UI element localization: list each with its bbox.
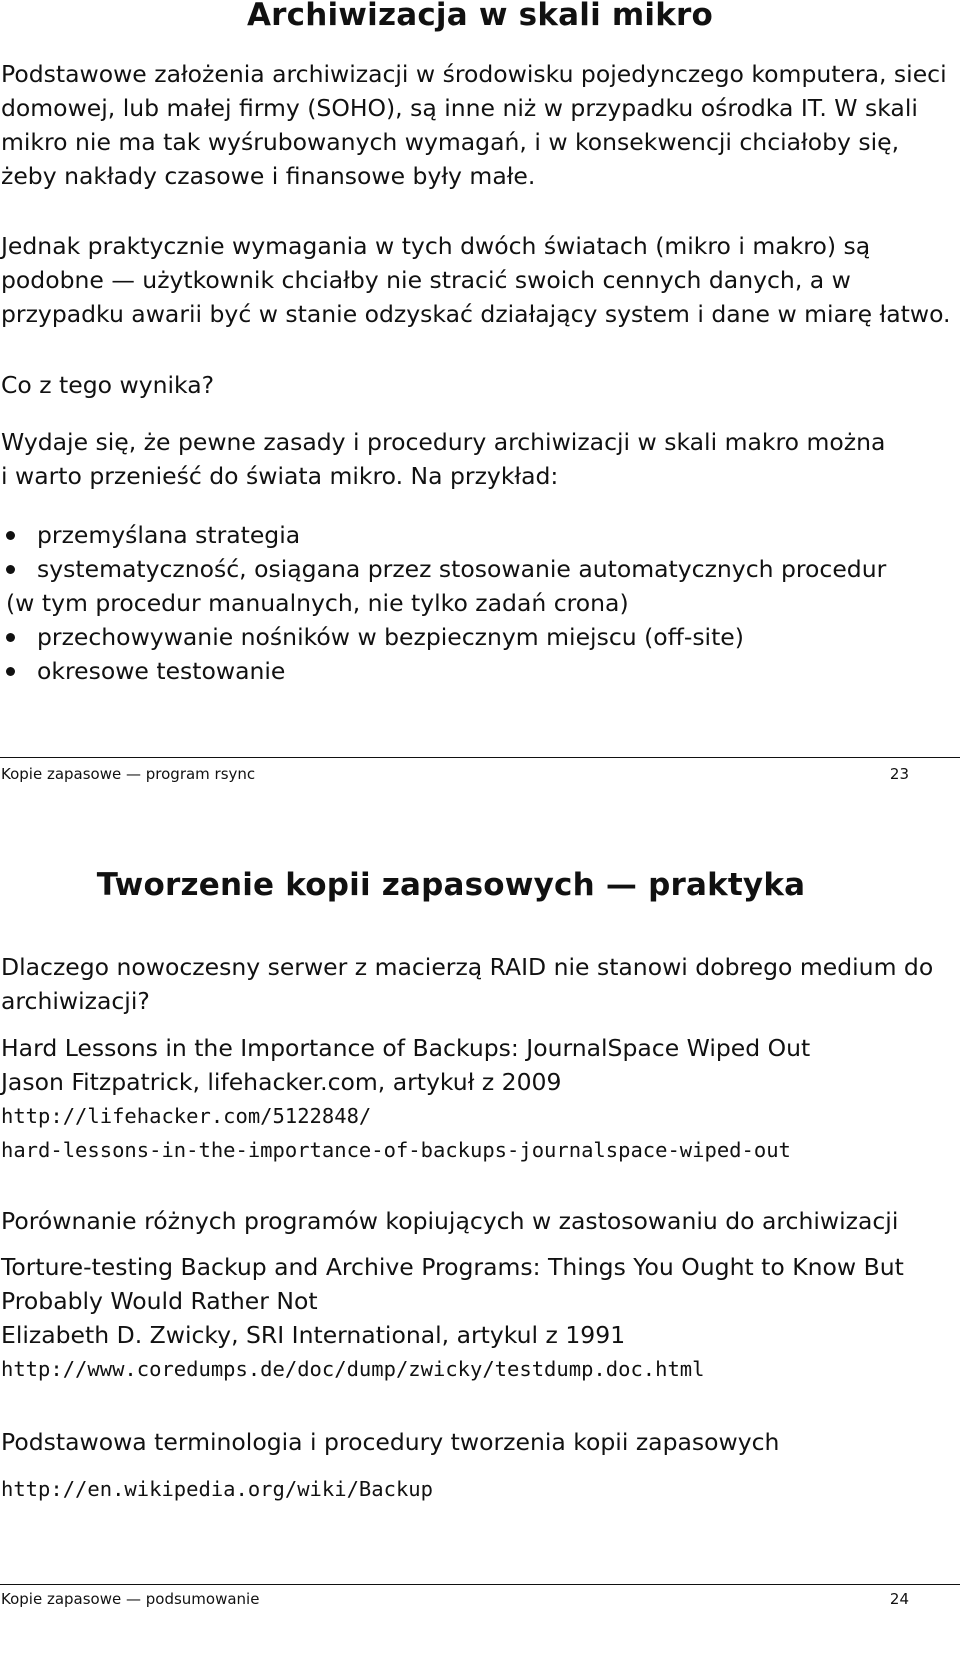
- url-line[interactable]: hard-lessons-in-the-importance-of-backups-journalspace-wiped-out: [1, 1138, 791, 1162]
- url-line[interactable]: http://lifehacker.com/5122848/: [1, 1104, 372, 1128]
- intro-paragraph: [1, 57, 947, 193]
- footer-divider: [0, 757, 960, 758]
- reference-journalspace: [1, 1031, 810, 1099]
- list-item: okresowe testowanie: [6, 654, 886, 688]
- bullet-list: [6, 518, 886, 688]
- text-line: żeby nakłady czasowe i finansowe były małe.: [1, 162, 536, 190]
- text-line: Jednak praktycznie wymagania w tych dwóch światach (mikro i makro) są: [1, 232, 871, 260]
- requirements-paragraph: [1, 229, 951, 331]
- question-raid: [1, 950, 933, 1018]
- bullet-icon: [6, 667, 15, 676]
- list-item: systematyczność, osiągana przez stosowanie automatycznych procedur (w tym procedur manualnych, nie tylko zadań crona): [6, 555, 887, 617]
- text-line: Elizabeth D. Zwicky, SRI International, artykul z 1991: [1, 1321, 626, 1349]
- text-line: Wydaje się, że pewne zasady i procedury archiwizacji w skali makro można: [1, 428, 886, 456]
- slide-23: [0, 0, 960, 800]
- reference-link[interactable]: http://www.coredumps.de/doc/dump/zwicky/testdump.doc.html: [1, 1357, 705, 1381]
- reference-link[interactable]: [1, 1099, 791, 1167]
- page-number: 24: [889, 1590, 909, 1608]
- text-line: Torture-testing Backup and Archive Programs: Things You Ought to Know But: [1, 1253, 904, 1281]
- text-line: Hard Lessons in the Importance of Backups: JournalSpace Wiped Out: [1, 1034, 811, 1062]
- bullet-icon: [6, 633, 15, 642]
- conclusion-paragraph: [1, 425, 885, 493]
- question-comparison: Porównanie różnych programów kopiujących w zastosowaniu do archiwizacji: [1, 1207, 899, 1235]
- text-line: mikro nie ma tak wyśrubowanych wymagań, i w konsekwencji chciałoby się,: [1, 128, 900, 156]
- bullet-icon: [6, 531, 15, 540]
- question-terminology: Podstawowa terminologia i procedury tworzenia kopii zapasowych: [1, 1428, 780, 1456]
- footer-title: Kopie zapasowe — podsumowanie: [1, 1590, 260, 1608]
- text-line: podobne — użytkownik chciałby nie stracić swoich cennych danych, a w: [1, 266, 851, 294]
- reference-link[interactable]: http://en.wikipedia.org/wiki/Backup: [1, 1477, 433, 1501]
- footer-title: Kopie zapasowe — program rsync: [1, 765, 256, 783]
- list-item: przemyślana strategia: [6, 518, 886, 552]
- page-number: 23: [889, 765, 909, 783]
- text-line: archiwizacji?: [1, 987, 150, 1015]
- text-line: i warto przenieść do świata mikro. Na przykład:: [1, 462, 559, 490]
- text-line: przypadku awarii być w stanie odzyskać działający system i dane w miarę łatwo.: [1, 300, 951, 328]
- text-line: domowej, lub małej firmy (SOHO), są inne niż w przypadku ośrodka IT. W skali: [1, 94, 918, 122]
- slide-24: [0, 830, 960, 1655]
- footer-divider: [0, 1584, 960, 1585]
- reference-zwicky: [1, 1250, 904, 1352]
- question-text: Co z tego wynika?: [1, 371, 215, 399]
- slide-title: Tworzenie kopii zapasowych — praktyka: [96, 867, 806, 903]
- text-line: Podstawowe założenia archiwizacji w środowisku pojedynczego komputera, sieci: [1, 60, 947, 88]
- slide-title: Archiwizacja w skali mikro: [246, 0, 714, 33]
- text-line: Jason Fitzpatrick, lifehacker.com, artykuł z 2009: [1, 1068, 562, 1096]
- text-line: Dlaczego nowoczesny serwer z macierzą RAID nie stanowi dobrego medium do: [1, 953, 934, 981]
- text-line: Probably Would Rather Not: [1, 1287, 318, 1315]
- list-item: przechowywanie nośników w bezpiecznym miejscu (off-site): [6, 620, 886, 654]
- bullet-icon: [6, 565, 15, 574]
